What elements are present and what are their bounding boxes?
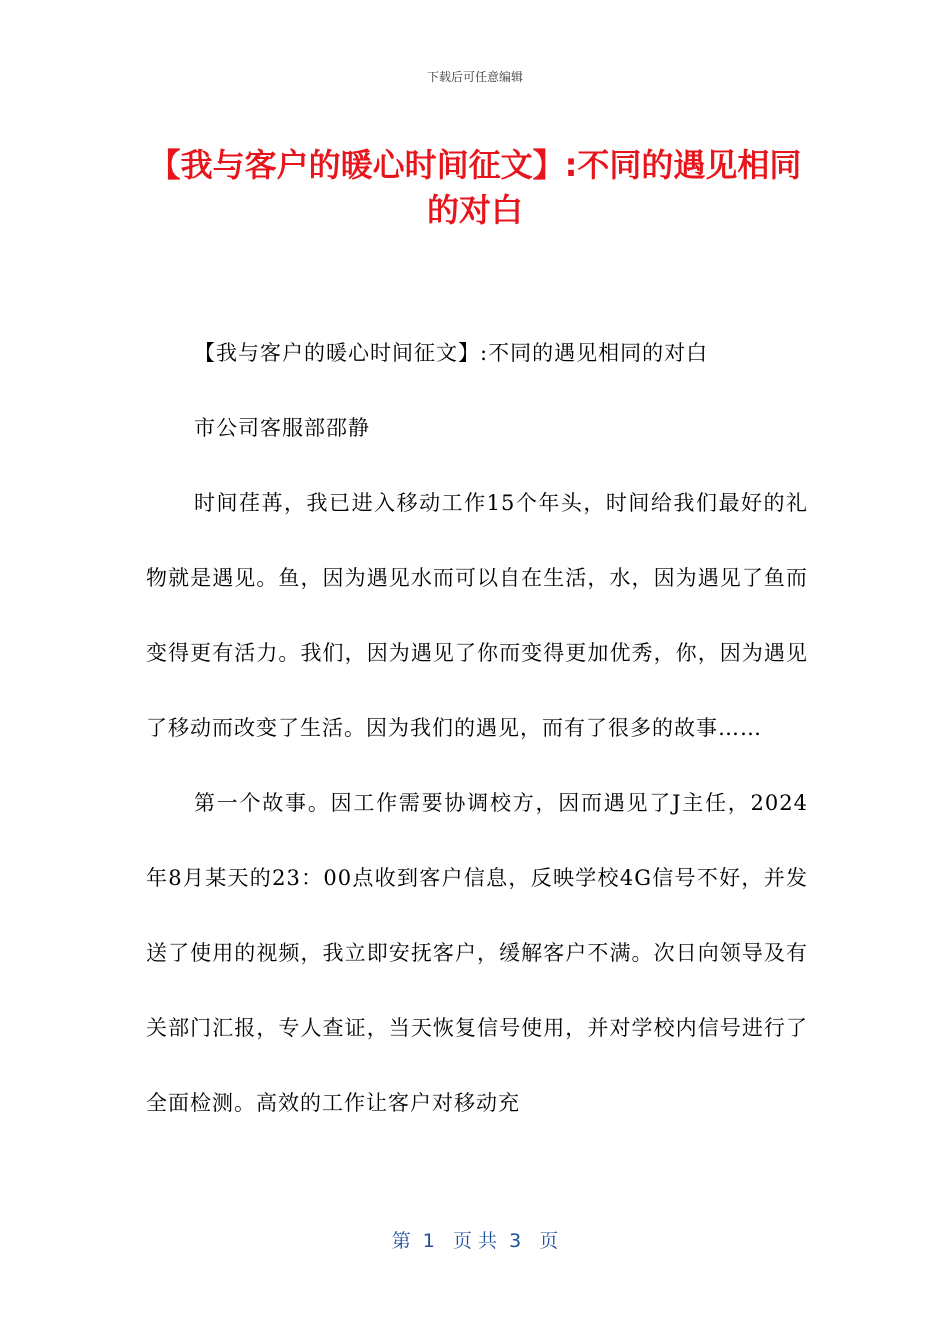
page-footer: 第 1 页 共 3 页	[391, 1230, 559, 1252]
paragraph-subtitle: 【我与客户的暖心时间征文】:不同的遇见相同的对白	[194, 341, 709, 365]
header-note: 下载后可任意编辑	[426, 70, 523, 84]
paragraph-intro: 时间荏苒，我已进入移动工作15个年头，时间给我们最好的礼物就是遇见。鱼，因为遇见水而可以自在生活，水，因为遇见了鱼而变得更有活力。我们，因为遇见了你而变得更加优秀，你，因为遇见了移动而改变了生活。因为我们的遇见，而有了很多的故事……	[146, 491, 808, 740]
document-title: 【我与客户的暖心时间征文】:不同的遇见相同的对白	[148, 146, 802, 229]
paragraph-story-one: 第一个故事。因工作需要协调校方，因而遇见了J主任，2024年8月某天的23：00点收到客户信息，反映学校4G信号不好，并发送了使用的视频，我立即安抚客户，缓解客户不满。次日向领导及有关部门汇报，专人查证，当天恢复信号使用，并对学校内信号进行了全面检测。高效的工作让客户对移动充	[146, 791, 808, 1115]
document-body	[146, 316, 808, 1141]
paragraph-author: 市公司客服部邵静	[194, 416, 370, 440]
